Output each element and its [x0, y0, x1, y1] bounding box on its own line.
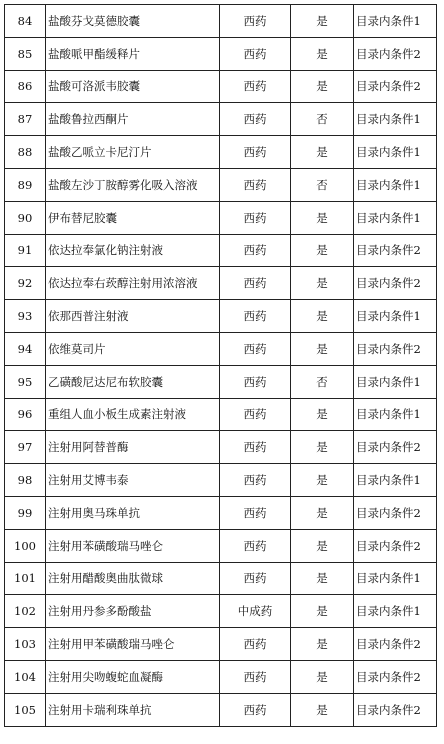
- row-number-cell: 88: [5, 136, 46, 169]
- table-row: [5, 37, 437, 70]
- drug-type-cell: 中成药: [220, 595, 291, 628]
- table-row: [5, 267, 437, 300]
- drug-name-cell: 注射用艾博韦泰: [46, 464, 220, 497]
- drug-name-cell: 盐酸芬戈莫德胶囊: [46, 5, 220, 38]
- drug-type-cell: 西药: [220, 464, 291, 497]
- table-row: [5, 103, 437, 136]
- condition-cell: 目录内条件2: [354, 496, 437, 529]
- drug-name-cell: 注射用醋酸奥曲肽微球: [46, 562, 220, 595]
- drug-name-cell: 伊布替尼胶囊: [46, 201, 220, 234]
- drug-name-cell: 乙磺酸尼达尼布软胶囊: [46, 365, 220, 398]
- row-number-cell: 103: [5, 628, 46, 661]
- flag-cell: 是: [291, 464, 354, 497]
- drug-type-cell: 西药: [220, 5, 291, 38]
- drug-name-cell: 依达拉奉氯化钠注射液: [46, 234, 220, 267]
- table-row: [5, 234, 437, 267]
- drug-type-cell: 西药: [220, 365, 291, 398]
- drug-type-cell: 西药: [220, 693, 291, 726]
- condition-cell: 目录内条件2: [354, 70, 437, 103]
- drug-type-cell: 西药: [220, 168, 291, 201]
- drug-list-table: [4, 4, 437, 727]
- table-row: [5, 464, 437, 497]
- drug-name-cell: 注射用丹参多酚酸盐: [46, 595, 220, 628]
- flag-cell: 否: [291, 168, 354, 201]
- drug-name-cell: 盐酸鲁拉西酮片: [46, 103, 220, 136]
- table-row: [5, 70, 437, 103]
- flag-cell: 是: [291, 70, 354, 103]
- row-number-cell: 89: [5, 168, 46, 201]
- row-number-cell: 102: [5, 595, 46, 628]
- flag-cell: 否: [291, 103, 354, 136]
- table-row: [5, 529, 437, 562]
- flag-cell: 是: [291, 398, 354, 431]
- row-number-cell: 94: [5, 332, 46, 365]
- condition-cell: 目录内条件2: [354, 267, 437, 300]
- row-number-cell: 98: [5, 464, 46, 497]
- condition-cell: 目录内条件1: [354, 398, 437, 431]
- table-row: [5, 628, 437, 661]
- flag-cell: 是: [291, 332, 354, 365]
- flag-cell: 是: [291, 267, 354, 300]
- condition-cell: 目录内条件2: [354, 660, 437, 693]
- row-number-cell: 86: [5, 70, 46, 103]
- table-row: [5, 332, 437, 365]
- condition-cell: 目录内条件1: [354, 464, 437, 497]
- condition-cell: 目录内条件2: [354, 628, 437, 661]
- drug-name-cell: 盐酸可洛派韦胶囊: [46, 70, 220, 103]
- row-number-cell: 87: [5, 103, 46, 136]
- row-number-cell: 105: [5, 693, 46, 726]
- row-number-cell: 90: [5, 201, 46, 234]
- drug-name-cell: 盐酸左沙丁胺醇雾化吸入溶液: [46, 168, 220, 201]
- flag-cell: 是: [291, 234, 354, 267]
- flag-cell: 是: [291, 431, 354, 464]
- drug-type-cell: 西药: [220, 660, 291, 693]
- table-row: [5, 365, 437, 398]
- drug-name-cell: 盐酸乙哌立卡尼汀片: [46, 136, 220, 169]
- drug-name-cell: 注射用阿替普酶: [46, 431, 220, 464]
- drug-name-cell: 盐酸哌甲酯缓释片: [46, 37, 220, 70]
- table-body: [5, 5, 437, 727]
- drug-name-cell: 注射用卡瑞利珠单抗: [46, 693, 220, 726]
- drug-type-cell: 西药: [220, 136, 291, 169]
- table-row: [5, 5, 437, 38]
- condition-cell: 目录内条件1: [354, 562, 437, 595]
- flag-cell: 否: [291, 365, 354, 398]
- row-number-cell: 84: [5, 5, 46, 38]
- flag-cell: 是: [291, 300, 354, 333]
- drug-type-cell: 西药: [220, 431, 291, 464]
- condition-cell: 目录内条件1: [354, 168, 437, 201]
- table-row: [5, 595, 437, 628]
- table-row: [5, 300, 437, 333]
- condition-cell: 目录内条件2: [354, 529, 437, 562]
- row-number-cell: 93: [5, 300, 46, 333]
- table-row: [5, 431, 437, 464]
- row-number-cell: 96: [5, 398, 46, 431]
- condition-cell: 目录内条件1: [354, 5, 437, 38]
- row-number-cell: 91: [5, 234, 46, 267]
- drug-type-cell: 西药: [220, 398, 291, 431]
- drug-type-cell: 西药: [220, 562, 291, 595]
- drug-type-cell: 西药: [220, 267, 291, 300]
- drug-name-cell: 注射用奥马珠单抗: [46, 496, 220, 529]
- row-number-cell: 97: [5, 431, 46, 464]
- drug-type-cell: 西药: [220, 529, 291, 562]
- drug-name-cell: 依达拉奉右莰醇注射用浓溶液: [46, 267, 220, 300]
- drug-type-cell: 西药: [220, 70, 291, 103]
- drug-name-cell: 注射用苯磺酸瑞马唑仑: [46, 529, 220, 562]
- flag-cell: 是: [291, 201, 354, 234]
- drug-name-cell: 重组人血小板生成素注射液: [46, 398, 220, 431]
- condition-cell: 目录内条件1: [354, 300, 437, 333]
- table-row: [5, 693, 437, 726]
- row-number-cell: 85: [5, 37, 46, 70]
- flag-cell: 是: [291, 628, 354, 661]
- condition-cell: 目录内条件1: [354, 136, 437, 169]
- table-row: [5, 562, 437, 595]
- flag-cell: 是: [291, 562, 354, 595]
- condition-cell: 目录内条件1: [354, 365, 437, 398]
- flag-cell: 是: [291, 496, 354, 529]
- table-row: [5, 496, 437, 529]
- drug-type-cell: 西药: [220, 103, 291, 136]
- row-number-cell: 101: [5, 562, 46, 595]
- row-number-cell: 92: [5, 267, 46, 300]
- drug-type-cell: 西药: [220, 300, 291, 333]
- drug-type-cell: 西药: [220, 332, 291, 365]
- row-number-cell: 99: [5, 496, 46, 529]
- flag-cell: 是: [291, 37, 354, 70]
- drug-type-cell: 西药: [220, 496, 291, 529]
- drug-type-cell: 西药: [220, 201, 291, 234]
- table-row: [5, 168, 437, 201]
- condition-cell: 目录内条件2: [354, 37, 437, 70]
- row-number-cell: 100: [5, 529, 46, 562]
- condition-cell: 目录内条件1: [354, 103, 437, 136]
- row-number-cell: 104: [5, 660, 46, 693]
- flag-cell: 是: [291, 595, 354, 628]
- flag-cell: 是: [291, 660, 354, 693]
- condition-cell: 目录内条件2: [354, 693, 437, 726]
- condition-cell: 目录内条件2: [354, 234, 437, 267]
- flag-cell: 是: [291, 693, 354, 726]
- condition-cell: 目录内条件2: [354, 431, 437, 464]
- flag-cell: 是: [291, 136, 354, 169]
- flag-cell: 是: [291, 529, 354, 562]
- row-number-cell: 95: [5, 365, 46, 398]
- drug-name-cell: 依那西普注射液: [46, 300, 220, 333]
- condition-cell: 目录内条件1: [354, 595, 437, 628]
- drug-type-cell: 西药: [220, 628, 291, 661]
- drug-name-cell: 注射用甲苯磺酸瑞马唑仑: [46, 628, 220, 661]
- drug-name-cell: 注射用尖吻蝮蛇血凝酶: [46, 660, 220, 693]
- flag-cell: 是: [291, 5, 354, 38]
- drug-name-cell: 依维莫司片: [46, 332, 220, 365]
- table-row: [5, 136, 437, 169]
- table-row: [5, 201, 437, 234]
- table-row: [5, 660, 437, 693]
- condition-cell: 目录内条件1: [354, 201, 437, 234]
- drug-type-cell: 西药: [220, 234, 291, 267]
- table-row: [5, 398, 437, 431]
- drug-type-cell: 西药: [220, 37, 291, 70]
- condition-cell: 目录内条件2: [354, 332, 437, 365]
